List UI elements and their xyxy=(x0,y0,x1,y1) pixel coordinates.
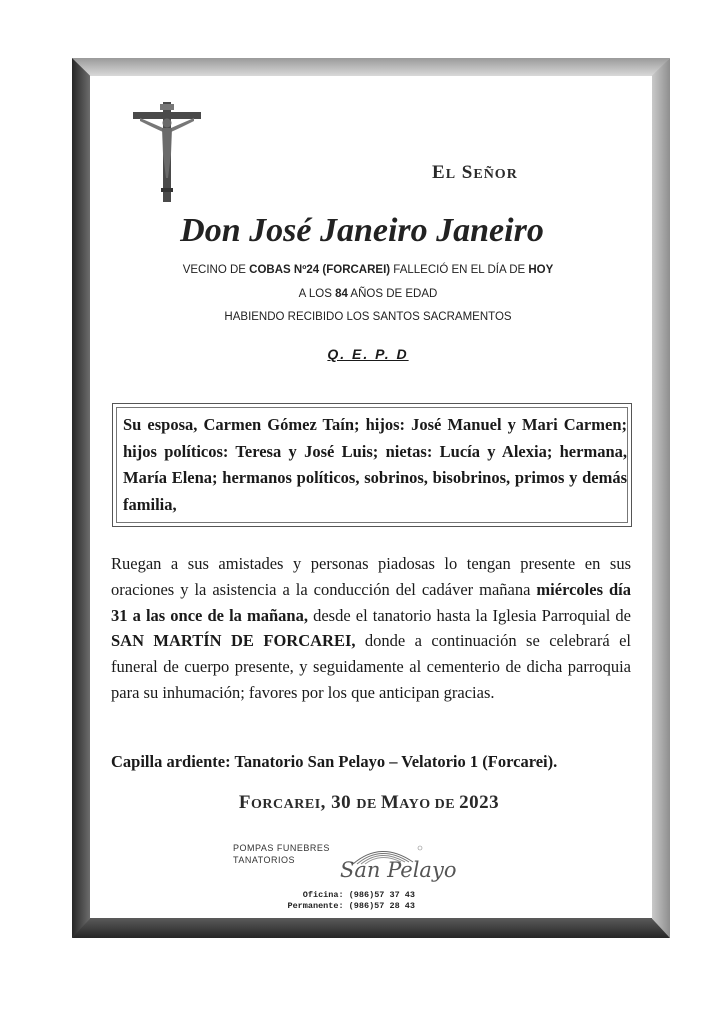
frame-bottom xyxy=(72,918,670,938)
tanatorios-line: TANATORIOS xyxy=(233,855,296,865)
logo-text: San Pelayo xyxy=(340,858,457,882)
sacraments-line: HABIENDO RECIBIDO LOS SANTOS SACRAMENTOS xyxy=(224,311,512,323)
family-text: Su esposa, Carmen Gómez Taín; hijos: José Manuel y Mari Carmen; hijos políticos: Teresa y José Luis; nietas: Lucía y Alexia; hermana, María Elena; hermanos políticos, sobrinos, bisobrinos, primos y demás familia, xyxy=(123,415,627,514)
date-line: FORCAREI, 30 DE MAYO DE 2023 xyxy=(238,792,500,813)
permanent-phone: Permanente: (986)57 28 43 xyxy=(287,901,415,911)
phone-numbers xyxy=(285,890,415,912)
family-box xyxy=(112,403,632,527)
qepd: Q. E. P. D xyxy=(327,346,409,362)
office-phone: Oficina: (986)57 37 43 xyxy=(302,890,415,900)
residence-line: VECINO DE COBAS Nº24 (FORCAREI) FALLECIÓ EN EL DÍA DE HOY xyxy=(182,264,554,276)
age-line: A LOS 84 AÑOS DE EDAD xyxy=(298,288,438,300)
deceased-name: Don José Janeiro Janeiro xyxy=(180,212,544,249)
funeral-home-label xyxy=(233,842,330,866)
crucifix-icon xyxy=(130,100,204,204)
heading-el-senor: EL SEÑOR xyxy=(432,162,518,183)
pompas-line: POMPAS FUNEBRES xyxy=(233,843,330,853)
frame-top xyxy=(72,58,670,76)
announcement-text: Ruegan a sus amistades y personas piadosas lo tengan presente en sus oraciones y la asistencia a la conducción del cadáver mañana miércoles día 31 a las once de la mañana, desde el tanatorio hasta la Iglesia Parroquial de SAN MARTÍN DE FORCAREI, donde a continuación se celebrará el funeral de cuerpo presente, y seguidamente al cementerio de dicha parroquia para su inhumación; favores por los que anticipan gracias. xyxy=(111,554,631,702)
capilla-ardiente: Capilla ardiente: Tanatorio San Pelayo – Velatorio 1 (Forcarei). xyxy=(111,752,558,771)
